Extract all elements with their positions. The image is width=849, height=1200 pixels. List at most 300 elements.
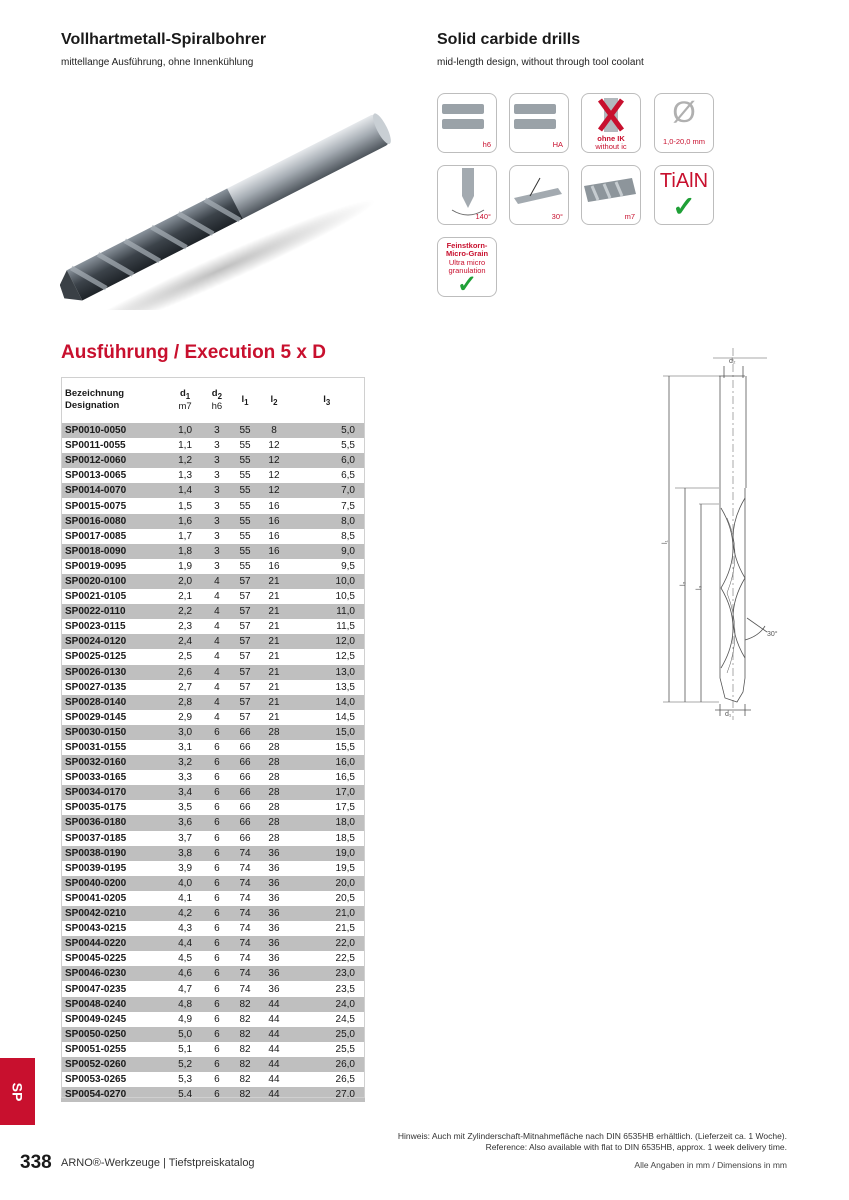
cell-l1: 55 — [231, 514, 260, 529]
table-row — [61, 891, 365, 906]
grain-en-2: granulation — [448, 266, 486, 275]
table-row — [61, 1057, 365, 1072]
cell-d1: 2,3 — [167, 619, 203, 634]
cell-designation: SP0021-0105 — [61, 589, 167, 604]
cell-d2: 3 — [203, 438, 230, 453]
cell-l3: 13,5 — [288, 680, 365, 695]
cell-d1: 1,1 — [167, 438, 203, 453]
table-row — [61, 770, 365, 785]
cell-l1: 66 — [231, 740, 260, 755]
cell-l3: 16,0 — [288, 755, 365, 770]
cell-l1: 74 — [231, 861, 260, 876]
cell-l2: 36 — [260, 951, 289, 966]
cell-d2: 6 — [203, 861, 230, 876]
cell-l2: 28 — [260, 785, 289, 800]
spec-table-body — [61, 423, 365, 1102]
cell-l1: 74 — [231, 951, 260, 966]
cell-l1: 57 — [231, 604, 260, 619]
cell-d2: 6 — [203, 966, 230, 981]
d2-sub: 2 — [217, 391, 222, 401]
cell-d2: 4 — [203, 665, 230, 680]
cell-l2: 21 — [260, 680, 289, 695]
cell-d1: 1,2 — [167, 453, 203, 468]
grain-de-2: Micro-Grain — [445, 249, 489, 258]
drawing-d2-label: d₂ — [729, 358, 736, 365]
cell-l2: 12 — [260, 483, 289, 498]
cell-designation: SP0043-0215 — [61, 921, 167, 936]
cell-l2: 44 — [260, 1012, 289, 1027]
l2-symbol: l — [270, 393, 274, 405]
header-d1 — [167, 377, 203, 423]
cell-l2: 44 — [260, 1057, 289, 1072]
cell-l2: 21 — [260, 589, 289, 604]
cell-l3: 14,5 — [288, 710, 365, 725]
cell-l3: 11,0 — [288, 604, 365, 619]
point-angle-icon — [437, 165, 497, 225]
cell-d1: 1,0 — [167, 423, 203, 438]
cell-designation: SP0024-0120 — [61, 634, 167, 649]
cell-d2: 3 — [203, 423, 230, 438]
table-row — [61, 680, 365, 695]
cell-l3: 13,0 — [288, 665, 365, 680]
cell-d1: 2,5 — [167, 649, 203, 664]
table-row — [61, 981, 365, 996]
grain-en-1: Ultra micro — [448, 258, 486, 267]
h6-label: h6 — [482, 140, 491, 149]
drawing-angle-label: 30° — [767, 631, 778, 638]
cell-d1: 3,9 — [167, 861, 203, 876]
cell-d1: 1,6 — [167, 514, 203, 529]
cell-d2: 6 — [203, 1027, 230, 1042]
table-row — [61, 800, 365, 815]
cell-l1: 74 — [231, 846, 260, 861]
header-l2 — [260, 377, 289, 423]
d2-tolerance: h6 — [211, 400, 223, 412]
cell-d2: 6 — [203, 1072, 230, 1087]
cell-l1: 57 — [231, 634, 260, 649]
cell-l3: 26,0 — [288, 1057, 365, 1072]
diameter-range-label: 1,0-20,0 mm — [662, 137, 706, 146]
diameter-range-icon — [654, 93, 714, 153]
coating-check-icon: ✓ — [672, 191, 696, 222]
tolerance-icon — [581, 165, 641, 225]
cell-designation: SP0047-0235 — [61, 981, 167, 996]
table-row — [61, 876, 365, 891]
cell-designation: SP0054-0270 — [61, 1087, 167, 1102]
table-row — [61, 725, 365, 740]
table-row — [61, 755, 365, 770]
cell-d2: 6 — [203, 755, 230, 770]
table-row — [61, 544, 365, 559]
table-row — [61, 815, 365, 830]
drill-photo — [60, 95, 405, 310]
cell-l3: 9,5 — [288, 559, 365, 574]
cell-designation: SP0034-0170 — [61, 785, 167, 800]
cell-l1: 82 — [231, 997, 260, 1012]
cell-d2: 6 — [203, 936, 230, 951]
table-row — [61, 1087, 365, 1102]
table-row — [61, 423, 365, 438]
cell-d1: 1,9 — [167, 559, 203, 574]
cell-d2: 6 — [203, 815, 230, 830]
drawing-l3-label: l₃ — [696, 585, 703, 590]
cell-l1: 57 — [231, 710, 260, 725]
cell-d2: 3 — [203, 529, 230, 544]
cell-l1: 74 — [231, 876, 260, 891]
cell-d2: 4 — [203, 589, 230, 604]
cell-l3: 7,5 — [288, 498, 365, 513]
cell-d2: 3 — [203, 453, 230, 468]
cell-designation: SP0025-0125 — [61, 649, 167, 664]
table-row — [61, 514, 365, 529]
cell-l3: 23,0 — [288, 966, 365, 981]
footnote-en: Reference: Also available with flat to DIN 6535HB, approx. 1 week delivery time. — [485, 1142, 787, 1152]
cell-l3: 19,5 — [288, 861, 365, 876]
cell-l3: 20,5 — [288, 891, 365, 906]
cell-l2: 12 — [260, 438, 289, 453]
cell-l1: 66 — [231, 770, 260, 785]
cell-d1: 5,2 — [167, 1057, 203, 1072]
no-coolant-de: ohne IK — [597, 134, 625, 143]
cell-d2: 4 — [203, 604, 230, 619]
cell-designation: SP0048-0240 — [61, 997, 167, 1012]
table-row — [61, 453, 365, 468]
cell-designation: SP0031-0155 — [61, 740, 167, 755]
cell-d1: 4,8 — [167, 997, 203, 1012]
table-row — [61, 997, 365, 1012]
cell-d2: 6 — [203, 740, 230, 755]
cell-d2: 4 — [203, 680, 230, 695]
table-row — [61, 574, 365, 589]
table-row — [61, 695, 365, 710]
cell-d1: 4,3 — [167, 921, 203, 936]
cell-l2: 16 — [260, 529, 289, 544]
cell-designation: SP0020-0100 — [61, 574, 167, 589]
cell-l3: 12,5 — [288, 649, 365, 664]
cell-l3: 25,0 — [288, 1027, 365, 1042]
cell-designation: SP0027-0135 — [61, 680, 167, 695]
table-row — [61, 438, 365, 453]
cell-d2: 4 — [203, 619, 230, 634]
cell-l1: 74 — [231, 936, 260, 951]
l1-symbol: l — [241, 393, 245, 405]
cell-designation: SP0053-0265 — [61, 1072, 167, 1087]
page-number: 338 — [20, 1152, 52, 1173]
cell-d1: 4,0 — [167, 876, 203, 891]
cell-designation: SP0018-0090 — [61, 544, 167, 559]
footer-brand: ARNO®-Werkzeuge | Tiefstpreiskatalog — [61, 1157, 255, 1169]
d2-symbol: d — [211, 388, 218, 400]
helix-angle-label: 30° — [551, 212, 563, 221]
cell-l1: 66 — [231, 785, 260, 800]
cell-designation: SP0033-0165 — [61, 770, 167, 785]
section-tab-label: SP — [9, 1082, 26, 1101]
cell-l2: 28 — [260, 755, 289, 770]
cell-d1: 4,4 — [167, 936, 203, 951]
cell-l2: 12 — [260, 468, 289, 483]
cell-d1: 3,2 — [167, 755, 203, 770]
cell-l1: 55 — [231, 438, 260, 453]
cell-l3: 18,0 — [288, 815, 365, 830]
cell-designation: SP0038-0190 — [61, 846, 167, 861]
table-row — [61, 1027, 365, 1042]
cell-l1: 74 — [231, 966, 260, 981]
cell-l1: 55 — [231, 468, 260, 483]
no-coolant-en: without ic — [595, 142, 627, 151]
header-desig-de: Bezeichnung — [65, 388, 125, 399]
footnote-de: Hinweis: Auch mit Zylinderschaft-Mitnahmefläche nach DIN 6535HB erhältlich. (Lieferzeit ca. 1 Woche). — [397, 1131, 787, 1141]
cell-designation: SP0013-0065 — [61, 468, 167, 483]
cell-l2: 16 — [260, 514, 289, 529]
cell-d1: 4,7 — [167, 981, 203, 996]
table-row — [61, 665, 365, 680]
diameter-icon: Ø — [672, 96, 696, 129]
cell-designation: SP0019-0095 — [61, 559, 167, 574]
section-tab — [0, 1058, 35, 1125]
cell-designation: SP0010-0050 — [61, 423, 167, 438]
cell-d1: 2,0 — [167, 574, 203, 589]
table-header-row — [61, 377, 365, 423]
table-row — [61, 936, 365, 951]
title-en: Solid carbide drills — [437, 31, 581, 48]
cell-designation: SP0042-0210 — [61, 906, 167, 921]
cell-d2: 4 — [203, 574, 230, 589]
cell-l1: 57 — [231, 680, 260, 695]
cell-l1: 55 — [231, 529, 260, 544]
cell-l2: 36 — [260, 906, 289, 921]
l3-sub: 3 — [325, 397, 331, 407]
cell-d2: 6 — [203, 800, 230, 815]
cell-designation: SP0044-0220 — [61, 936, 167, 951]
table-row — [61, 589, 365, 604]
cell-l1: 74 — [231, 891, 260, 906]
cell-l1: 57 — [231, 574, 260, 589]
l2-sub: 2 — [273, 397, 278, 407]
cell-l2: 16 — [260, 544, 289, 559]
cell-l3: 7,0 — [288, 483, 365, 498]
cell-d1: 2,1 — [167, 589, 203, 604]
cell-l3: 5,5 — [288, 438, 365, 453]
cell-l1: 57 — [231, 589, 260, 604]
cell-l1: 82 — [231, 1027, 260, 1042]
cell-l1: 82 — [231, 1057, 260, 1072]
table-row — [61, 649, 365, 664]
cell-d1: 1,8 — [167, 544, 203, 559]
l3-symbol: l — [323, 393, 326, 405]
cell-l3: 20,0 — [288, 876, 365, 891]
cell-l2: 36 — [260, 861, 289, 876]
cell-l3: 17,0 — [288, 785, 365, 800]
cell-l3: 8,5 — [288, 529, 365, 544]
cell-l2: 28 — [260, 800, 289, 815]
shank-h6-icon — [437, 93, 497, 153]
cell-d1: 2,2 — [167, 604, 203, 619]
d1-sub: 1 — [185, 391, 191, 401]
cell-d1: 5,1 — [167, 1042, 203, 1057]
cell-l1: 55 — [231, 498, 260, 513]
cell-l2: 44 — [260, 1027, 289, 1042]
cell-d2: 6 — [203, 831, 230, 846]
cell-d1: 3,1 — [167, 740, 203, 755]
cell-d2: 6 — [203, 725, 230, 740]
cell-d2: 6 — [203, 876, 230, 891]
cell-d2: 6 — [203, 997, 230, 1012]
cell-d2: 3 — [203, 544, 230, 559]
cell-designation: SP0022-0110 — [61, 604, 167, 619]
cell-l3: 16,5 — [288, 770, 365, 785]
point-angle-label: 140° — [475, 212, 491, 221]
cell-l3: 22,0 — [288, 936, 365, 951]
cell-l2: 12 — [260, 453, 289, 468]
table-row — [61, 785, 365, 800]
cell-designation: SP0045-0225 — [61, 951, 167, 966]
cell-l2: 28 — [260, 831, 289, 846]
cell-d1: 1,3 — [167, 468, 203, 483]
cell-d1: 2,7 — [167, 680, 203, 695]
table-row — [61, 951, 365, 966]
cell-d1: 2,9 — [167, 710, 203, 725]
cell-l3: 12,0 — [288, 634, 365, 649]
cell-d2: 4 — [203, 695, 230, 710]
cell-l1: 55 — [231, 423, 260, 438]
d1-tolerance: m7 — [178, 400, 192, 412]
cell-l3: 24,5 — [288, 1012, 365, 1027]
cell-l2: 28 — [260, 740, 289, 755]
cell-d2: 4 — [203, 710, 230, 725]
cell-d2: 6 — [203, 1042, 230, 1057]
cell-l1: 66 — [231, 755, 260, 770]
cell-designation: SP0026-0130 — [61, 665, 167, 680]
cell-l3: 25,5 — [288, 1042, 365, 1057]
cell-d2: 3 — [203, 514, 230, 529]
cell-d2: 4 — [203, 634, 230, 649]
tolerance-label: m7 — [624, 212, 635, 221]
cell-d2: 6 — [203, 1012, 230, 1027]
cell-d1: 4,6 — [167, 966, 203, 981]
cell-d2: 6 — [203, 906, 230, 921]
cell-d1: 1,4 — [167, 483, 203, 498]
header-l1 — [231, 377, 260, 423]
cell-d1: 4,1 — [167, 891, 203, 906]
cell-d2: 6 — [203, 846, 230, 861]
section-title: Ausführung / Execution 5 x D — [61, 342, 326, 363]
cell-designation: SP0029-0145 — [61, 710, 167, 725]
cell-l1: 55 — [231, 544, 260, 559]
header-d2 — [203, 377, 230, 423]
cell-l3: 19,0 — [288, 846, 365, 861]
table-row — [61, 906, 365, 921]
cell-d1: 3,5 — [167, 800, 203, 815]
cell-l1: 55 — [231, 559, 260, 574]
cell-d1: 3,3 — [167, 770, 203, 785]
cell-d2: 6 — [203, 770, 230, 785]
cell-l2: 21 — [260, 695, 289, 710]
cell-designation: SP0011-0055 — [61, 438, 167, 453]
cell-designation: SP0039-0195 — [61, 861, 167, 876]
cell-l3: 15,5 — [288, 740, 365, 755]
spec-table — [61, 377, 365, 1102]
header-desig-en: Designation — [65, 400, 120, 411]
cell-l2: 21 — [260, 649, 289, 664]
cell-designation: SP0037-0185 — [61, 831, 167, 846]
cell-designation: SP0030-0150 — [61, 725, 167, 740]
cell-designation: SP0051-0255 — [61, 1042, 167, 1057]
cell-l1: 55 — [231, 453, 260, 468]
cell-d1: 3,7 — [167, 831, 203, 846]
table-row — [61, 619, 365, 634]
cell-l1: 82 — [231, 1042, 260, 1057]
cell-l1: 74 — [231, 981, 260, 996]
cell-d2: 3 — [203, 468, 230, 483]
cell-d1: 3,8 — [167, 846, 203, 861]
cell-l1: 66 — [231, 725, 260, 740]
cell-d2: 6 — [203, 1087, 230, 1102]
cell-l2: 36 — [260, 936, 289, 951]
cell-designation: SP0014-0070 — [61, 483, 167, 498]
cell-designation: SP0015-0075 — [61, 498, 167, 513]
cell-l2: 21 — [260, 665, 289, 680]
table-row — [61, 1012, 365, 1027]
table-row — [61, 498, 365, 513]
cell-l3: 6,5 — [288, 468, 365, 483]
cell-d2: 3 — [203, 498, 230, 513]
cell-l2: 16 — [260, 559, 289, 574]
drawing-d1-label: d₁ — [725, 711, 732, 718]
cell-d1: 3,4 — [167, 785, 203, 800]
table-row — [61, 740, 365, 755]
cell-d1: 5,4 — [167, 1087, 203, 1102]
subtitle-en: mid-length design, without through tool coolant — [437, 57, 644, 68]
cell-l1: 57 — [231, 619, 260, 634]
cell-l2: 28 — [260, 770, 289, 785]
cell-l3: 18,5 — [288, 831, 365, 846]
cell-l2: 21 — [260, 634, 289, 649]
cell-l2: 8 — [260, 423, 289, 438]
cell-d1: 4,2 — [167, 906, 203, 921]
table-row — [61, 604, 365, 619]
header-l3 — [288, 377, 365, 423]
drawing-l1-label: l₁ — [662, 540, 669, 544]
helix-angle-icon — [509, 165, 569, 225]
cell-l3: 14,0 — [288, 695, 365, 710]
cell-designation: SP0035-0175 — [61, 800, 167, 815]
cell-l2: 36 — [260, 891, 289, 906]
cell-d1: 5,0 — [167, 1027, 203, 1042]
cell-designation: SP0032-0160 — [61, 755, 167, 770]
drawing-l2-label: l₂ — [680, 581, 687, 586]
cell-d1: 5,3 — [167, 1072, 203, 1087]
table-row — [61, 468, 365, 483]
cell-designation: SP0040-0200 — [61, 876, 167, 891]
cell-l2: 36 — [260, 876, 289, 891]
table-row — [61, 634, 365, 649]
cell-l3: 21,0 — [288, 906, 365, 921]
technical-drawing — [655, 348, 785, 720]
cell-l3: 23,5 — [288, 981, 365, 996]
cell-l1: 82 — [231, 1072, 260, 1087]
table-row — [61, 710, 365, 725]
cell-l2: 28 — [260, 725, 289, 740]
cell-designation: SP0012-0060 — [61, 453, 167, 468]
table-row — [61, 483, 365, 498]
cell-l3: 21,5 — [288, 921, 365, 936]
coating-label: TiAlN — [659, 170, 709, 192]
l1-sub: 1 — [244, 397, 249, 407]
cell-l2: 44 — [260, 997, 289, 1012]
micro-grain-icon — [437, 237, 497, 297]
cell-l1: 74 — [231, 921, 260, 936]
cell-designation: SP0036-0180 — [61, 815, 167, 830]
